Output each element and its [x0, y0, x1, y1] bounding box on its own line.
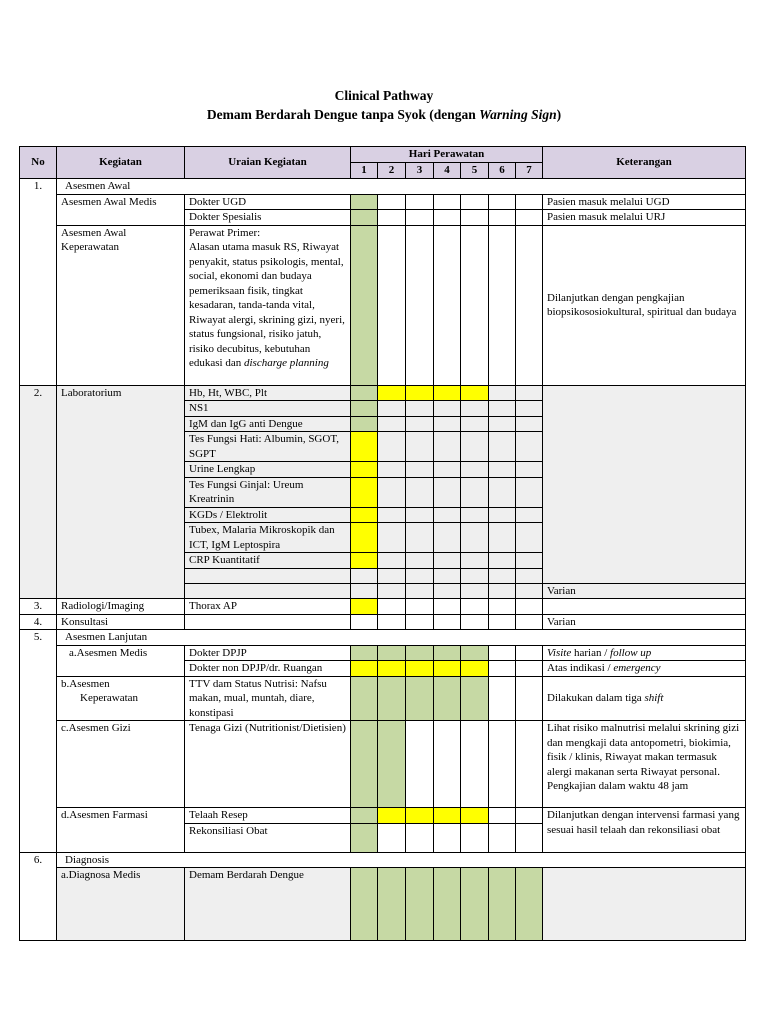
uraian-cell: Tes Fungsi Hati: Albumin, SGOT, SGPT	[185, 432, 351, 462]
row-number: 4.	[20, 614, 57, 630]
kegiatan-cell: Asesmen Awal Keperawatan	[57, 225, 185, 385]
keterangan-cell: Dilanjutkan dengan intervensi farmasi yang sesuai hasil telaah dan rekonsiliasi obat	[543, 808, 746, 853]
row-number: 6.	[20, 852, 57, 941]
keterangan-cell: Pasien masuk melalui URJ	[543, 210, 746, 226]
kegiatan-cell: Radiologi/Imaging	[57, 599, 185, 615]
kegiatan-cell: c.Asesmen Gizi	[57, 721, 185, 808]
page-title: Clinical Pathway	[334, 88, 434, 103]
uraian-cell: Dokter Spesialis	[185, 210, 351, 226]
row-number: 5.	[20, 630, 57, 853]
uraian-cell: Dokter non DPJP/dr. Ruangan	[185, 661, 351, 677]
keterangan-cell: Dilakukan dalam tiga shift	[543, 676, 746, 721]
keterangan-cell: Varian	[543, 583, 746, 599]
keterangan-cell: Pasien masuk melalui UGD	[543, 194, 746, 210]
kegiatan-cell: Asesmen Awal Medis	[57, 194, 185, 225]
keterangan-cell: Visite harian / follow up	[543, 645, 746, 661]
header-no: No	[20, 147, 57, 179]
header-kegiatan: Kegiatan	[57, 147, 185, 179]
keterangan-cell: Lihat risiko malnutrisi melalui skrining gizi dan mengkaji data antopometri, biokimia, fisik / klinis, Riwayat makan termasuk alergi makanan serta Riwayat personal. Pengkajian dalam waktu 48 jam	[543, 721, 746, 808]
page-subtitle: Demam Berdarah Dengue tanpa Syok (dengan Warning Sign)	[206, 107, 562, 122]
uraian-cell: Rekonsiliasi Obat	[185, 823, 351, 852]
day-header: 6	[489, 163, 516, 179]
uraian-cell: Thorax AP	[185, 599, 351, 615]
uraian-cell: Dokter DPJP	[185, 645, 351, 661]
keterangan-cell: Atas indikasi / emergency	[543, 661, 746, 677]
section-label: Asesmen Lanjutan	[57, 630, 746, 646]
row-number: 2.	[20, 385, 57, 599]
day-header: 4	[434, 163, 461, 179]
section-label: Diagnosis	[57, 852, 746, 868]
kegiatan-cell: b.Asesmen Keperawatan	[57, 676, 185, 721]
uraian-cell: Telaah Resep	[185, 808, 351, 824]
uraian-cell: TTV dam Status Nutrisi: Nafsu makan, mual, muntah, diare, konstipasi	[185, 676, 351, 721]
uraian-cell: Demam Berdarah Dengue	[185, 868, 351, 941]
uraian-cell: Urine Lengkap	[185, 462, 351, 478]
day-header: 7	[516, 163, 543, 179]
header-uraian: Uraian Kegiatan	[185, 147, 351, 179]
keterangan-cell: Varian	[543, 614, 746, 630]
uraian-cell: NS1	[185, 401, 351, 417]
row-number: 1.	[20, 179, 57, 386]
uraian-cell: Tubex, Malaria Mikroskopik dan ICT, IgM Leptospira	[185, 523, 351, 553]
uraian-cell: Dokter UGD	[185, 194, 351, 210]
uraian-cell: IgM dan IgG anti Dengue	[185, 416, 351, 432]
uraian-cell: Hb, Ht, WBC, Plt	[185, 385, 351, 401]
clinical-pathway-table	[19, 146, 746, 941]
kegiatan-cell: d.Asesmen Farmasi	[57, 808, 185, 853]
header-hari-perawatan: Hari Perawatan	[351, 147, 543, 163]
uraian-cell: CRP Kuantitatif	[185, 553, 351, 569]
uraian-cell: Tes Fungsi Ginjal: Ureum Kreatrinin	[185, 477, 351, 507]
uraian-cell: KGDs / Elektrolit	[185, 507, 351, 523]
day-header: 5	[461, 163, 489, 179]
keterangan-cell: Dilanjutkan dengan pengkajian biopsikososiokultural, spiritual dan budaya	[543, 225, 746, 385]
section-label: Asesmen Awal	[57, 179, 746, 195]
kegiatan-cell: a.Asesmen Medis	[57, 645, 185, 676]
row-number: 3.	[20, 599, 57, 615]
day-header: 3	[406, 163, 434, 179]
kegiatan-cell: Konsultasi	[57, 614, 185, 630]
header-keterangan: Keterangan	[543, 147, 746, 179]
uraian-cell: Tenaga Gizi (Nutritionist/Dietisien)	[185, 721, 351, 808]
day-header: 1	[351, 163, 378, 179]
day-header: 2	[378, 163, 406, 179]
kegiatan-cell: Laboratorium	[57, 385, 185, 599]
kegiatan-cell: a.Diagnosa Medis	[57, 868, 185, 941]
uraian-cell: Perawat Primer: Alasan utama masuk RS, Riwayat penyakit, status psikologis, mental, social, ekonomi dan budaya pemeriksaan fisik, tingkat kesadaran, tanda-tanda vital, Riwayat alergi, skrining gizi, nyeri, status fungsional, risiko jatuh, risiko decubitus, kebutuhan edukasi dan discharge planning	[185, 225, 351, 385]
